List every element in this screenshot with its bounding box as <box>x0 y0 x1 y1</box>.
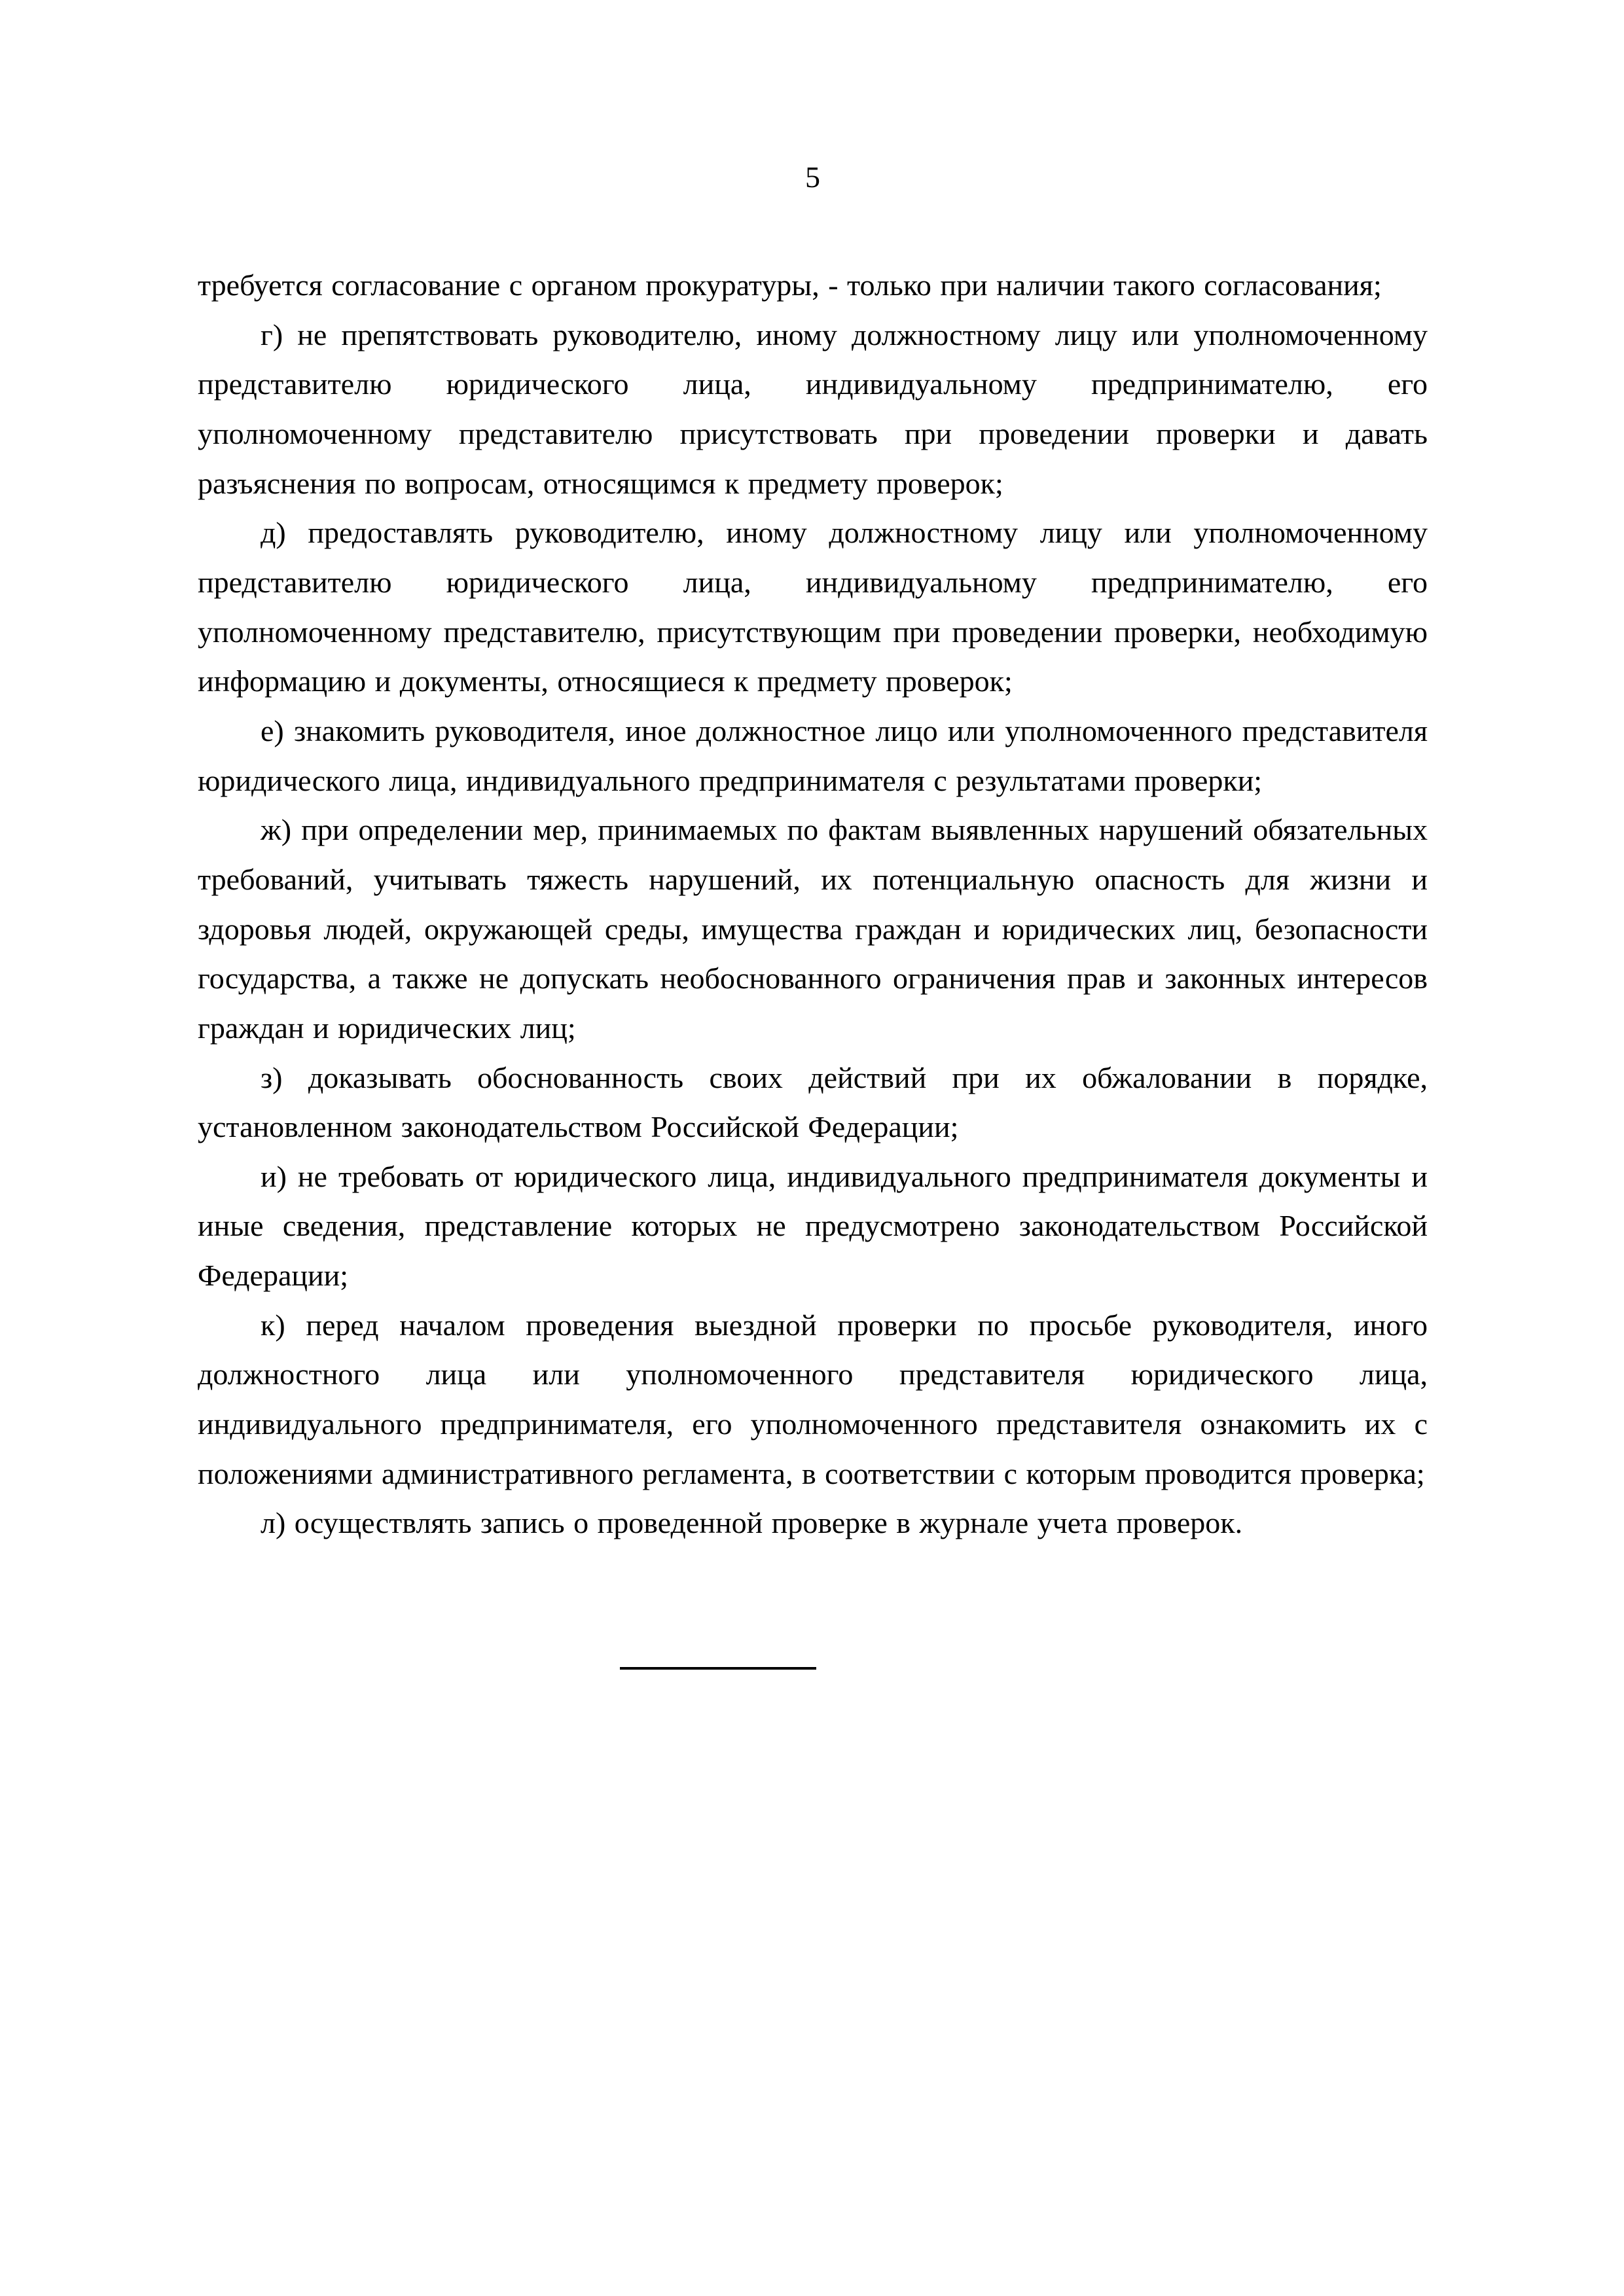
section-divider <box>620 1667 816 1670</box>
paragraph-intro-continuation: требуется согласование с органом прокуратуры, - только при наличии такого согласования; <box>198 268 1382 302</box>
document-body <box>198 260 1428 1548</box>
paragraph-item-k: к) перед началом проведения выездной проверки по просьбе руководителя, иного должностного лица или уполномоченного представителя юридического лица, индивидуального предпринимателя, его уполномоченного представителя ознакомить их с положениями административного регламента, в соответствии с которым проводится проверка; <box>198 1308 1428 1490</box>
paragraph-item-e: е) знакомить руководителя, иное должностное лицо или уполномоченного представителя юридического лица, индивидуального предпринимателя с результатами проверки; <box>198 713 1428 797</box>
paragraph-item-z: з) доказывать обоснованность своих действий при их обжаловании в порядке, установленном законодательством Российской Федерации; <box>198 1060 1428 1144</box>
paragraph-item-l: л) осуществлять запись о проведенной проверке в журнале учета проверок. <box>261 1506 1243 1540</box>
paragraph-item-i: и) не требовать от юридического лица, индивидуального предпринимателя документы и иные сведения, представление которых не предусмотрено законодательством Российской Федерации; <box>198 1159 1428 1293</box>
page-number <box>198 162 1428 192</box>
paragraph-item-d: д) предоставлять руководителю, иному должностному лицу или уполномоченному представителю юридического лица, индивидуальному предпринимателю, его уполномоченному представителю, присутствующим при проведении проверки, необходимую информацию и документы, относящиеся к предмету проверок; <box>198 516 1428 698</box>
paragraph-item-zh: ж) при определении мер, принимаемых по фактам выявленных нарушений обязательных требований, учитывать тяжесть нарушений, их потенциальную опасность для жизни и здоровья людей, окружающей среды, имущества граждан и юридических лиц, безопасности государства, а также не допускать необоснованного ограничения прав и законных интересов граждан и юридических лиц; <box>198 813 1428 1045</box>
paragraph-item-g: г) не препятствовать руководителю, иному должностному лицу или уполномоченному представителю юридического лица, индивидуальному предпринимателю, его уполномоченному представителю присутствовать при проведении проверки и давать разъяснения по вопросам, относящимся к предмету проверок; <box>198 317 1428 500</box>
page-number-value: 5 <box>805 160 820 194</box>
